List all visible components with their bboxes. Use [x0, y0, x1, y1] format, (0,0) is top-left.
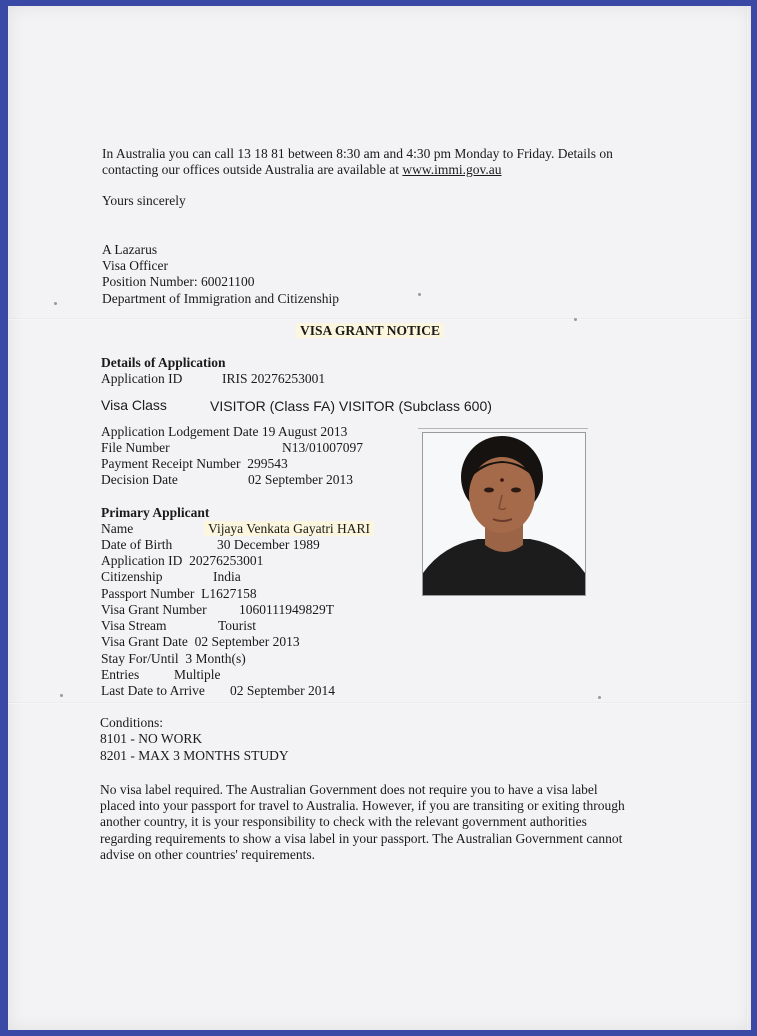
citizenship-label: Citizenship: [101, 569, 163, 584]
entries-value: Multiple: [174, 667, 221, 682]
applicant-photo: [422, 432, 586, 596]
scan-speck: [598, 696, 601, 699]
applicant-name-label: Name: [101, 521, 134, 536]
visa-grant-date: [101, 634, 300, 650]
application-id-value: IRIS 20276253001: [222, 371, 326, 386]
file-number-label: File Number: [101, 440, 170, 455]
application-id-label: Application ID: [101, 371, 183, 386]
payment-receipt: [101, 456, 288, 472]
signatory-position: Position Number: 60021100: [102, 274, 255, 289]
passport-number: [101, 586, 257, 602]
scan-speck: [54, 302, 57, 305]
fold-line: [8, 702, 751, 704]
visa-grant-number-label: Visa Grant Number: [101, 602, 207, 617]
fold-line: [8, 318, 751, 320]
payment-receipt-label: Payment Receipt Number: [101, 456, 241, 471]
application-heading: Details of Application: [101, 355, 226, 370]
decision-date-label: Decision Date: [101, 472, 178, 487]
closing-text: Yours sincerely: [102, 193, 186, 208]
signatory-department: Department of Immigration and Citizenship: [102, 291, 339, 306]
visa-grant-number-value: 1060111949829T: [239, 602, 334, 617]
payment-receipt-value: 299543: [247, 456, 288, 471]
decision-date-value: 02 September 2013: [248, 472, 353, 487]
visa-stream-label: Visa Stream: [101, 618, 167, 633]
stay-for-label: Stay For/Until: [101, 651, 179, 666]
last-date-label: Last Date to Arrive: [101, 683, 205, 698]
applicant-name: [204, 521, 374, 537]
citizenship-value: India: [213, 569, 241, 584]
conditions-heading: Conditions:: [100, 715, 164, 730]
paragraph-line: placed into your passport for travel to Australia. However, if you are transiting or exiting through: [100, 798, 625, 813]
condition-item: 8201 - MAX 3 MONTHS STUDY: [100, 748, 289, 763]
signatory-name: A Lazarus: [102, 242, 158, 257]
applicant-name-value: Vijaya Venkata Gayatri HARI: [204, 521, 374, 536]
notice-title-text: VISA GRANT NOTICE: [296, 323, 444, 338]
applicant-id-value: 20276253001: [189, 553, 264, 568]
visa-class-label: Visa Class: [101, 397, 167, 413]
immi-website-link[interactable]: www.immi.gov.au: [402, 162, 502, 177]
applicant-id-label: Application ID: [101, 553, 183, 568]
stay-for: [101, 651, 246, 667]
signatory-title: Visa Officer: [102, 258, 169, 273]
scan-speck: [418, 293, 421, 296]
lodgement-date-value: 19 August 2013: [261, 424, 348, 439]
dob-value: 30 December 1989: [217, 537, 320, 552]
photo-frame-line: [418, 428, 588, 429]
intro-line-2-text: contacting our offices outside Australia are available at: [102, 162, 403, 177]
passport-number-label: Passport Number: [101, 586, 195, 601]
intro-line-2: [102, 162, 502, 178]
paragraph-line: advise on other countries' requirements.: [100, 847, 315, 862]
file-number-value: N13/01007097: [282, 440, 363, 455]
visa-class-value: VISITOR (Class FA) VISITOR (Subclass 600): [210, 398, 492, 414]
visa-stream-value: Tourist: [218, 618, 257, 633]
lodgement-date-label: Application Lodgement Date: [101, 424, 259, 439]
paragraph-line: No visa label required. The Australian Government does not require you to have a visa label: [100, 782, 598, 797]
last-date-value: 02 September 2014: [230, 683, 335, 698]
applicant-photo-image: [423, 433, 585, 595]
entries-label: Entries: [101, 667, 140, 682]
visa-grant-date-value: 02 September 2013: [194, 634, 300, 649]
notice-title: [296, 323, 444, 339]
scan-speck: [60, 694, 63, 697]
intro-line-1: In Australia you can call 13 18 81 between 8:30 am and 4:30 pm Monday to Friday. Details on: [102, 146, 613, 161]
passport-number-value: L1627158: [201, 586, 257, 601]
condition-item: 8101 - NO WORK: [100, 731, 203, 746]
applicant-id: [101, 553, 263, 569]
lodgement-date: [101, 424, 347, 440]
scan-speck: [574, 318, 577, 321]
paragraph-line: regarding requirements to show a visa label in your passport. The Australian Government cannot: [100, 831, 623, 846]
stay-for-value: 3 Month(s): [185, 651, 246, 666]
dob-label: Date of Birth: [101, 537, 173, 552]
visa-grant-date-label: Visa Grant Date: [101, 634, 188, 649]
fold-line: [746, 6, 748, 1030]
paragraph-line: another country, it is your responsibility to check with the relevant government authorities: [100, 814, 587, 829]
applicant-heading: Primary Applicant: [101, 505, 210, 520]
